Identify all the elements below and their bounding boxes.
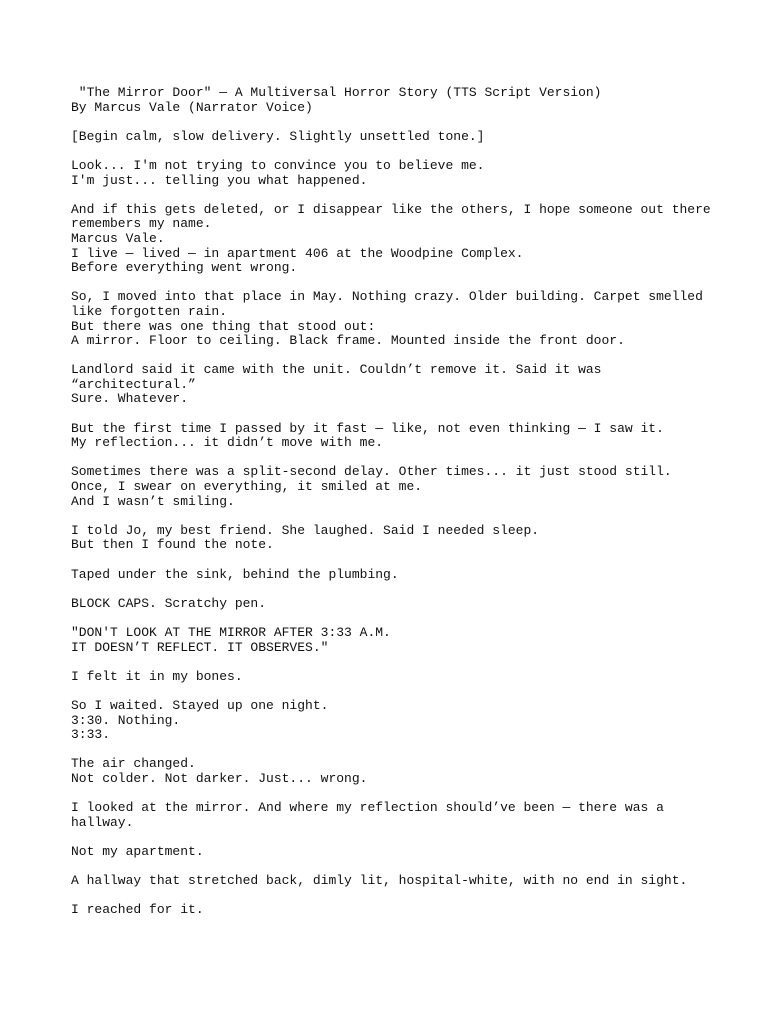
paragraph (71, 903, 751, 918)
document-title: "The Mirror Door" — A Multiversal Horror Story (TTS Script Version) (71, 85, 602, 100)
paragraph (71, 757, 751, 786)
paragraph (71, 465, 751, 509)
text-line: But there was one thing that stood out: (71, 318, 376, 334)
document-page (71, 86, 751, 932)
text-line: Not my apartment. (71, 843, 204, 859)
text-line: "DON'T LOOK AT THE MIRROR AFTER 3:33 A.M. (71, 624, 391, 640)
text-line: remembers my name. (71, 216, 212, 232)
text-line: So, I moved into that place in May. Nothing crazy. Older building. Carpet smelled (71, 289, 703, 305)
paragraph (71, 845, 751, 860)
text-line: Sometimes there was a split-second delay. Other times... it just stood still. (71, 464, 672, 480)
text-line: Not colder. Not darker. Just... wrong. (71, 770, 368, 786)
note-quote (71, 626, 751, 655)
text-line: 3:33. (71, 727, 111, 743)
text-line: So I waited. Stayed up one night. (71, 697, 329, 713)
paragraph (71, 290, 751, 348)
paragraph (71, 422, 751, 451)
text-line: I'm just... telling you what happened. (71, 172, 368, 188)
text-line: Taped under the sink, behind the plumbing. (71, 566, 399, 582)
text-line: But then I found the note. (71, 537, 274, 553)
text-line: 3:30. Nothing. (71, 712, 181, 728)
text-line: Before everything went wrong. (71, 260, 298, 276)
text-line: IT DOESN’T REFLECT. IT OBSERVES." (71, 639, 329, 655)
text-line: I reached for it. (71, 902, 204, 918)
paragraph (71, 597, 751, 612)
byline: By Marcus Vale (Narrator Voice) (71, 99, 313, 115)
text-line: hallway. (71, 814, 134, 830)
text-line: My reflection... it didn’t move with me. (71, 435, 384, 451)
paragraph (71, 874, 751, 889)
text-line: The air changed. (71, 756, 196, 772)
text-line: “architectural.” (71, 376, 196, 392)
paragraph (71, 159, 751, 188)
paragraph (71, 524, 751, 553)
text-line: I looked at the mirror. And where my reflection should’ve been — there was a (71, 800, 664, 816)
text-line: And if this gets deleted, or I disappear like the others, I hope someone out there (71, 201, 711, 217)
text-line: I felt it in my bones. (71, 668, 243, 684)
text-line: Sure. Whatever. (71, 391, 189, 407)
text-line: Landlord said it came with the unit. Couldn’t remove it. Said it was (71, 362, 602, 378)
paragraph (71, 363, 751, 407)
text-line: A hallway that stretched back, dimly lit, hospital-white, with no end in sight. (71, 873, 688, 889)
stage-direction: [Begin calm, slow delivery. Slightly unsettled tone.] (71, 128, 485, 144)
paragraph (71, 203, 751, 276)
text-line: But the first time I passed by it fast — like, not even thinking — I saw it. (71, 420, 664, 436)
paragraph (71, 801, 751, 830)
paragraph (71, 568, 751, 583)
text-line: A mirror. Floor to ceiling. Black frame. Mounted inside the front door. (71, 333, 625, 349)
text-line: like forgotten rain. (71, 303, 228, 319)
text-line: And I wasn’t smiling. (71, 493, 235, 509)
text-line: BLOCK CAPS. Scratchy pen. (71, 595, 267, 611)
paragraph (71, 699, 751, 743)
text-line: I told Jo, my best friend. She laughed. Said I needed sleep. (71, 522, 540, 538)
title-block (71, 86, 751, 115)
text-line: I live — lived — in apartment 406 at the Woodpine Complex. (71, 245, 524, 261)
text-line: Marcus Vale. (71, 230, 165, 246)
paragraph (71, 670, 751, 685)
text-line: Look... I'm not trying to convince you to believe me. (71, 157, 485, 173)
text-line: Once, I swear on everything, it smiled at me. (71, 479, 423, 495)
paragraph (71, 130, 751, 145)
